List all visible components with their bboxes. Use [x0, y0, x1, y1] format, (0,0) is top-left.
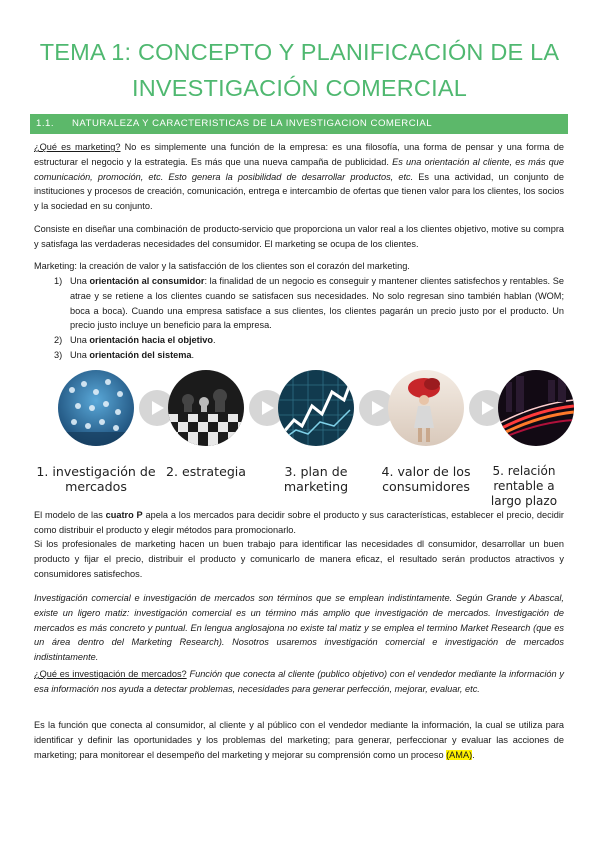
section-number: 1.1.: [36, 118, 55, 129]
italic-span: Es una orientación al cliente, es más que comunicación, promoción, etc. Esto genera la posibilidad de desarrollar productos, etc.: [34, 156, 565, 182]
step-label-consumer-value: [366, 464, 486, 494]
paragraph-what-is-market-research: [34, 667, 564, 697]
text-span: apela a los mercados para decidir sobre el producto y sus características, establecer el precio, decidir como distribuir el producto y elegir métodos para promocionarlo.: [34, 510, 564, 535]
bold-span: orientación del sistema: [89, 349, 192, 360]
label-line: 1. investigación de: [36, 464, 156, 479]
label-line: 4. valor de los: [381, 464, 471, 479]
paragraph-commercial-research: Investigación comercial e investigación de mercados son términos que se emplean indistintamente. Según Grande y Abascal, existe un ligero matiz: investigación comercial es un término más amplio que investigación de mercados. Investigación de mercados es más concreto y puntual. En lengua anglosajona no existe tal matiz y se emplea el termino Market Research (que es un área dentro del Marketing Research). Nosotros usaremos investigación comercial e investigación de mercados indistintamente.: [34, 593, 564, 663]
list-number: 1): [54, 276, 63, 286]
list-number: 3): [54, 349, 63, 360]
step-label-marketing-plan: [268, 464, 364, 494]
text-span: Una: [70, 276, 90, 286]
bold-span: orientación hacia el objetivo: [89, 335, 213, 346]
process-image-marketing-plan: [278, 370, 354, 446]
marketing-process-figure: [36, 360, 566, 506]
process-image-profitable-relationship: [498, 370, 574, 446]
text-span: No es simplemente una función de la empresa: es una filosofía, una forma de pensar y una forma de estructurar el negocio y la estrategia. Es más que una nueva campaña de publicidad.: [34, 142, 564, 167]
highlighted-ama: (AMA): [446, 749, 473, 760]
italic-span: Función que conecta al cliente (publico objetivo) con el vendedor mediante la información y esa información nos ayuda a detectar problemas, necesidades para generar perfección, mejorar, evaluar, etc.: [34, 669, 564, 694]
process-image-consumer-value: [388, 370, 464, 446]
paragraph-what-is-marketing: [34, 140, 564, 214]
orientation-list: [34, 274, 564, 363]
label-line: 3. plan de: [284, 464, 348, 479]
text-span: Es la función que conecta al consumidor, al cliente y al público con el vendedor mediante la información, la cual se utiliza para identificar y definir las oportunidades y los problemas del marketing; para generar, perfeccionar y evaluar las acciones de marketing; para monitorear el desempeño del marketing y mejorar su comprensión como un proceso: [34, 720, 564, 760]
paragraph-professionals: Si los profesionales de marketing hacen un buen trabajo para identificar las necesidades dl consumidor, desarrollar un buen producto y fijar el precio, distribuir el producto y comunicarlo de manera eficaz, el resultado serán productos atractivos y consumidores satisfechos.: [34, 539, 564, 579]
text-span: Una: [70, 349, 90, 360]
paragraph-ama-definition: [34, 718, 564, 762]
question-marketing: ¿Qué es marketing?: [34, 142, 121, 152]
bold-span: cuatro P: [105, 510, 143, 520]
paragraph-marketing-value: Marketing: la creación de valor y la satisfacción de los clientes son el corazón del marketing.: [34, 261, 410, 271]
question-market-research: ¿Qué es investigación de mercados?: [34, 669, 187, 679]
text-span: .: [472, 749, 475, 760]
bold-span: orientación al consumidor: [89, 276, 205, 286]
text-span: .: [212, 335, 216, 346]
list-number: 2): [54, 335, 63, 346]
list-item: [34, 333, 564, 348]
label-line: mercados: [65, 479, 127, 494]
step-label-profitable-relationship: [476, 464, 572, 509]
text-span: El modelo de las: [34, 510, 106, 520]
process-image-strategy: [168, 370, 244, 446]
label-line: 5. relación rentable a: [492, 464, 556, 493]
text-span: Una: [70, 335, 90, 346]
label-line: marketing: [283, 479, 349, 494]
label-line: 2. estrategia: [165, 464, 247, 479]
section-heading-bar: [30, 114, 568, 134]
text-span: : la finalidad de un negocio es conseguir y mantener clientes satisfechos y rentables. Se atrae y se retiene a los clientes cuando se satisfacen sus necesidades. No solo regresan sino también hablan (WOM; boca a boca). Cuando una empresa satisface a sus clientes, los clientes pagarán un precio justo por el producto. Un precio justo incluye un beneficio para la empresa.: [70, 276, 564, 331]
section-heading: NATURALEZA Y CARACTERISTICAS DE LA INVESTIGACION COMERCIAL: [72, 118, 433, 129]
step-label-research: [36, 464, 156, 494]
page-title: TEMA 1: CONCEPTO Y PLANIFICACIÓN DE LA INVESTIGACIÓN COMERCIAL: [39, 39, 560, 101]
label-line: consumidores: [382, 479, 470, 494]
label-line: largo plazo: [490, 494, 558, 508]
process-image-research: [58, 370, 134, 446]
paragraph-design: Consiste en diseñar una combinación de producto-servicio que proporciona un valor real a los clientes objetivo, motive su compra y satisfaga las verdaderas necesidades del consumidor. El marketing se ocupa de los clientes.: [34, 224, 564, 249]
text-span: .: [191, 349, 195, 360]
list-item: [34, 274, 564, 333]
text-span: Es una actividad, un conjunto de instituciones y procesos de creación, comunicación, entrega e intercambio de ofertas que tienen valor para los clientes, los socios y la sociedad en su conjunto.: [34, 171, 564, 212]
paragraph-four-p: [34, 508, 564, 538]
step-label-strategy: [164, 464, 248, 479]
